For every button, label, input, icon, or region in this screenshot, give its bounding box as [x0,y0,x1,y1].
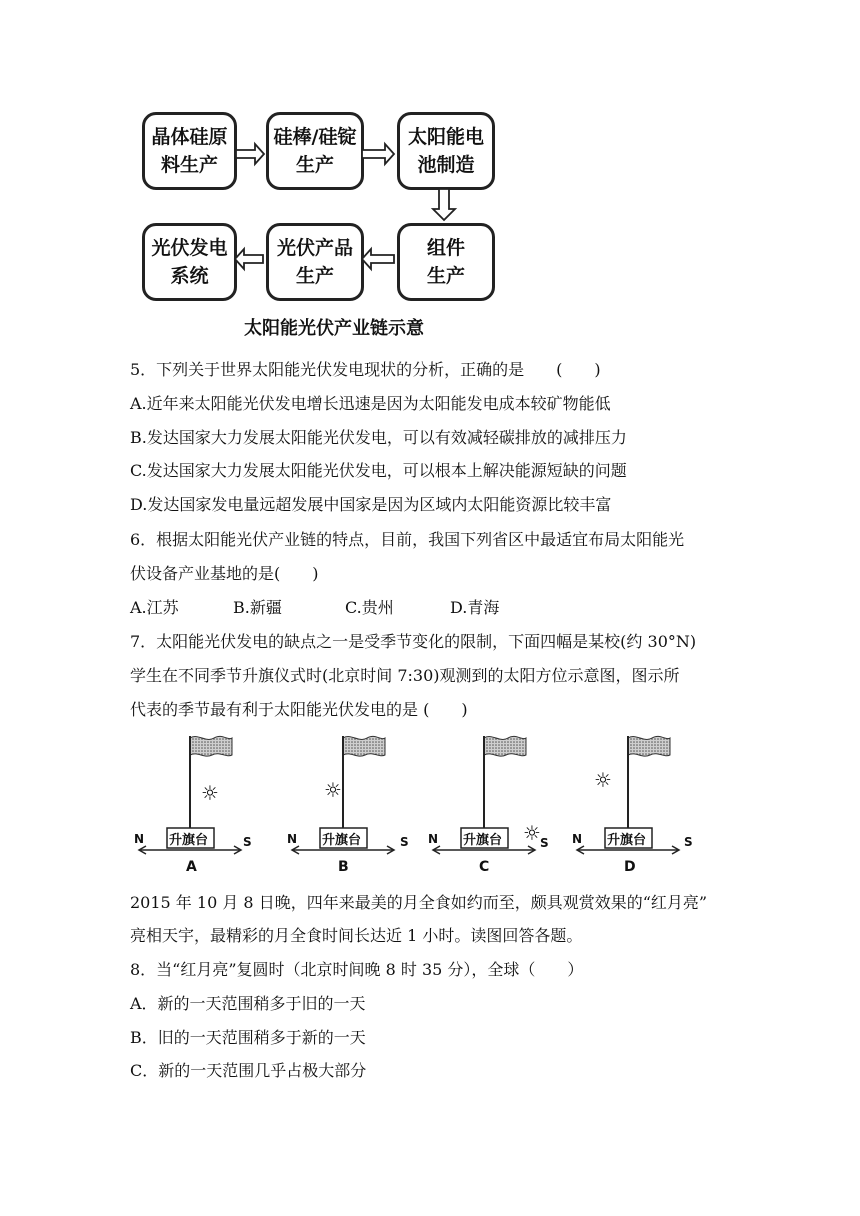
q5-option-a: A.近年来太阳能光伏发电增长迅速是因为太阳能发电成本较矿物能低 [130,394,611,413]
panel-label-a: A [186,859,197,875]
panel-label-b: B [338,859,349,875]
north-label-a: N [134,832,145,846]
platform-label-b: 升旗台 [322,833,362,848]
platform-label-a: 升旗台 [169,833,209,848]
q5-option-d: D.发达国家发电量远超发展中国家是因为区域内太阳能资源比较丰富 [130,495,612,514]
sun-icon-c: ☼ [523,821,541,845]
flow-box-4: 组件 生产 [397,223,495,301]
sun-icon-a: ☼ [201,781,219,805]
flow-box-1: 晶体硅原 料生产 [142,112,237,190]
q8-option-c: C．新的一天范围几乎占极大部分 [130,1061,367,1080]
flowchart-caption: 太阳能光伏产业链示意 [244,318,424,339]
south-label-d: S [684,835,693,849]
flow-box-5: 光伏产品 生产 [266,223,364,301]
north-label-c: N [428,832,439,846]
q6-stem-line1: 6．根据太阳能光伏产业链的特点，目前，我国下列省区中最适宜布局太阳能光 [130,530,685,549]
q7-line3: 代表的季节最有利于太阳能光伏发电的是 ( ) [130,700,468,719]
sun-icon-d: ☼ [594,768,612,792]
panel-label-d: D [624,859,636,875]
flow-box-2: 硅棒/硅锭 生产 [266,112,364,190]
passage-line1: 2015 年 10 月 8 日晚，四年来最美的月全食如约而至，颇具观赏效果的“红月亮” [130,893,708,912]
q6-stem-line2: 伏设备产业基地的是( ) [130,564,319,583]
flow-box-3: 太阳能电 池制造 [397,112,495,190]
q8-option-a: A．新的一天范围稍多于旧的一天 [130,994,366,1013]
north-label-d: N [572,832,583,846]
flag-b [343,736,385,756]
panel-label-c: C [479,859,490,875]
south-label-a: S [243,835,252,849]
q5-stem: 5．下列关于世界太阳能光伏发电现状的分析，正确的是 ( ) [130,360,601,379]
q6-option-c: C.贵州 [345,598,394,617]
flow-box-6: 光伏发电 系统 [142,223,237,301]
q5-option-c: C.发达国家大力发展太阳能光伏发电，可以根本上解决能源短缺的问题 [130,461,627,480]
q6-option-a: A.江苏 [130,598,179,617]
q8-stem: 8．当“红月亮”复圆时（北京时间晚 8 时 35 分），全球（ ） [130,960,584,979]
north-label-b: N [287,832,298,846]
flag-a [190,736,232,756]
south-label-c: S [540,836,549,850]
q7-line2: 学生在不同季节升旗仪式时(北京时间 7:30)观测到的太阳方位示意图，图示所 [130,666,680,685]
platform-label-c: 升旗台 [463,833,503,848]
sun-icon-b: ☼ [324,778,342,802]
south-label-b: S [400,835,409,849]
q5-option-b: B.发达国家大力发展太阳能光伏发电，可以有效减轻碳排放的减排压力 [130,428,627,447]
q7-line1: 7．太阳能光伏发电的缺点之一是受季节变化的限制，下面四幅是某校(约 30°N) [130,632,697,651]
flag-d [628,736,670,756]
platform-label-d: 升旗台 [607,833,647,848]
q8-option-b: B．旧的一天范围稍多于新的一天 [130,1028,366,1047]
passage-line2: 亮相天宇，最精彩的月全食时间长达近 1 小时。读图回答各题。 [130,926,583,945]
q6-option-d: D.青海 [450,598,500,617]
flag-c [484,736,526,756]
q6-option-b: B.新疆 [233,598,282,617]
